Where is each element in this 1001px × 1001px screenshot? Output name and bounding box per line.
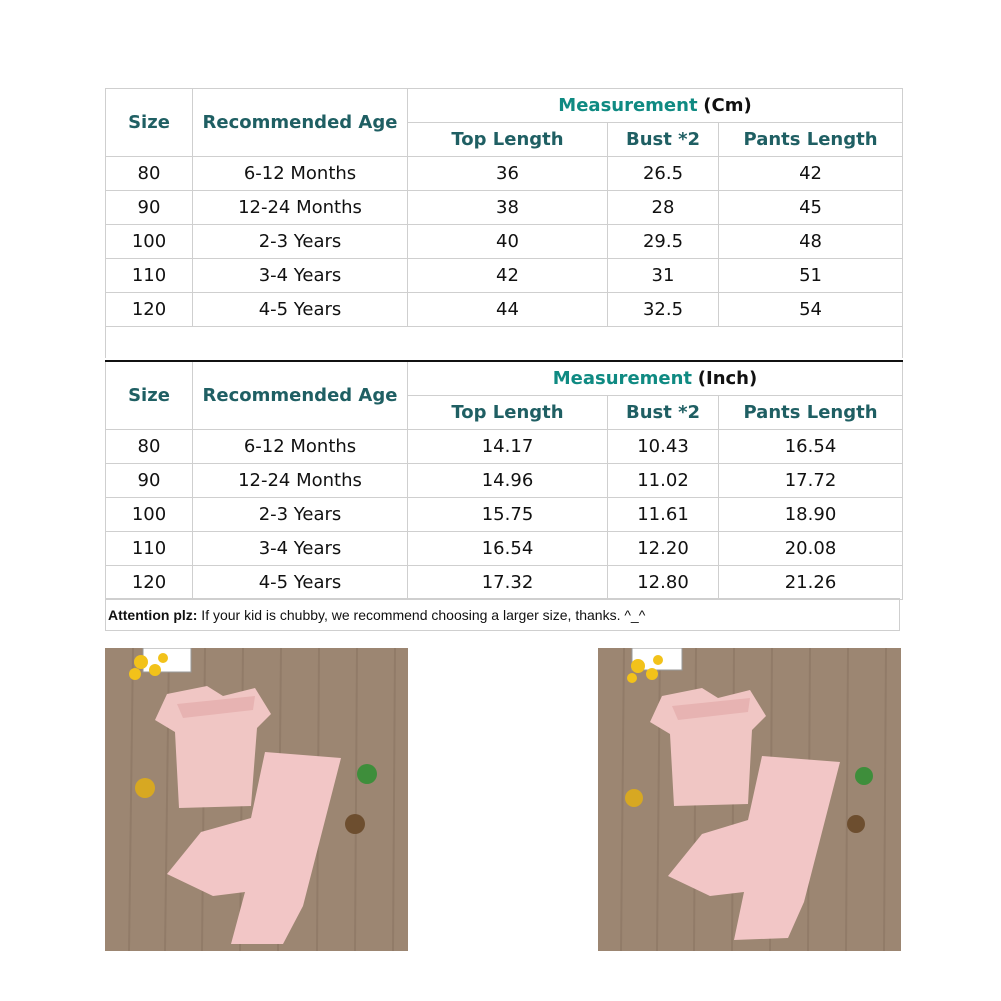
table-row xyxy=(106,498,903,532)
table-row xyxy=(106,566,903,600)
cell-age: 12-24 Months xyxy=(193,191,408,225)
table-row xyxy=(106,191,903,225)
cell-size: 110 xyxy=(106,259,193,293)
outfit-illustration xyxy=(105,648,408,951)
col-top-length: Top Length xyxy=(408,396,608,430)
cell-pants: 42 xyxy=(719,157,903,191)
cell-pants: 20.08 xyxy=(719,532,903,566)
table-spacer xyxy=(105,327,903,358)
age-header: Recommended Age xyxy=(193,89,408,157)
cell-bust: 29.5 xyxy=(608,225,719,259)
cell-top: 15.75 xyxy=(408,498,608,532)
unit-label: (Inch) xyxy=(697,368,758,389)
cell-age: 2-3 Years xyxy=(193,498,408,532)
table-row xyxy=(106,293,903,327)
cell-size: 90 xyxy=(106,191,193,225)
cell-size: 110 xyxy=(106,532,193,566)
col-bust: Bust *2 xyxy=(608,123,719,157)
table-row xyxy=(106,532,903,566)
cell-age: 4-5 Years xyxy=(193,293,408,327)
outfit-illustration xyxy=(598,648,901,951)
cell-bust: 12.20 xyxy=(608,532,719,566)
col-bust: Bust *2 xyxy=(608,396,719,430)
cell-pants: 51 xyxy=(719,259,903,293)
cell-age: 2-3 Years xyxy=(193,225,408,259)
cell-top: 38 xyxy=(408,191,608,225)
attention-text: If your kid is chubby, we recommend choosing a larger size, thanks. ^_^ xyxy=(197,607,646,623)
col-top-length: Top Length xyxy=(408,123,608,157)
unit-label: (Cm) xyxy=(703,95,752,116)
cell-bust: 32.5 xyxy=(608,293,719,327)
cell-top: 14.96 xyxy=(408,464,608,498)
size-header: Size xyxy=(106,89,193,157)
cell-top: 40 xyxy=(408,225,608,259)
cell-age: 4-5 Years xyxy=(193,566,408,600)
cell-size: 100 xyxy=(106,225,193,259)
attention-label: Attention plz: xyxy=(108,607,198,623)
cell-top: 44 xyxy=(408,293,608,327)
cell-age: 3-4 Years xyxy=(193,259,408,293)
cell-bust: 11.61 xyxy=(608,498,719,532)
cell-top: 36 xyxy=(408,157,608,191)
cell-pants: 48 xyxy=(719,225,903,259)
cell-pants: 18.90 xyxy=(719,498,903,532)
cell-size: 120 xyxy=(106,566,193,600)
cell-pants: 54 xyxy=(719,293,903,327)
size-header: Size xyxy=(106,361,193,430)
size-chart-inch xyxy=(105,360,903,600)
product-photo-left xyxy=(105,648,408,951)
measurement-header xyxy=(408,361,903,396)
col-pants-length: Pants Length xyxy=(719,396,903,430)
cell-bust: 26.5 xyxy=(608,157,719,191)
size-chart-cm xyxy=(105,88,903,327)
cell-bust: 12.80 xyxy=(608,566,719,600)
table-row xyxy=(106,157,903,191)
cell-bust: 28 xyxy=(608,191,719,225)
measurement-label: Measurement xyxy=(552,368,693,389)
measurement-header xyxy=(408,89,903,123)
table-row xyxy=(106,464,903,498)
cell-size: 80 xyxy=(106,157,193,191)
cell-age: 3-4 Years xyxy=(193,532,408,566)
cell-bust: 31 xyxy=(608,259,719,293)
cell-bust: 10.43 xyxy=(608,430,719,464)
cell-pants: 21.26 xyxy=(719,566,903,600)
cell-age: 6-12 Months xyxy=(193,430,408,464)
cell-size: 90 xyxy=(106,464,193,498)
cell-size: 100 xyxy=(106,498,193,532)
attention-note xyxy=(105,598,900,631)
cell-top: 42 xyxy=(408,259,608,293)
cell-top: 14.17 xyxy=(408,430,608,464)
cell-top: 17.32 xyxy=(408,566,608,600)
cell-age: 12-24 Months xyxy=(193,464,408,498)
cell-pants: 45 xyxy=(719,191,903,225)
cell-size: 80 xyxy=(106,430,193,464)
cell-size: 120 xyxy=(106,293,193,327)
table-row xyxy=(106,225,903,259)
measurement-label: Measurement xyxy=(558,95,698,116)
age-header: Recommended Age xyxy=(193,361,408,430)
table-row xyxy=(106,430,903,464)
cell-top: 16.54 xyxy=(408,532,608,566)
cell-age: 6-12 Months xyxy=(193,157,408,191)
col-pants-length: Pants Length xyxy=(719,123,903,157)
product-photo-right xyxy=(598,648,901,951)
cell-bust: 11.02 xyxy=(608,464,719,498)
table-row xyxy=(106,259,903,293)
cell-pants: 16.54 xyxy=(719,430,903,464)
cell-pants: 17.72 xyxy=(719,464,903,498)
